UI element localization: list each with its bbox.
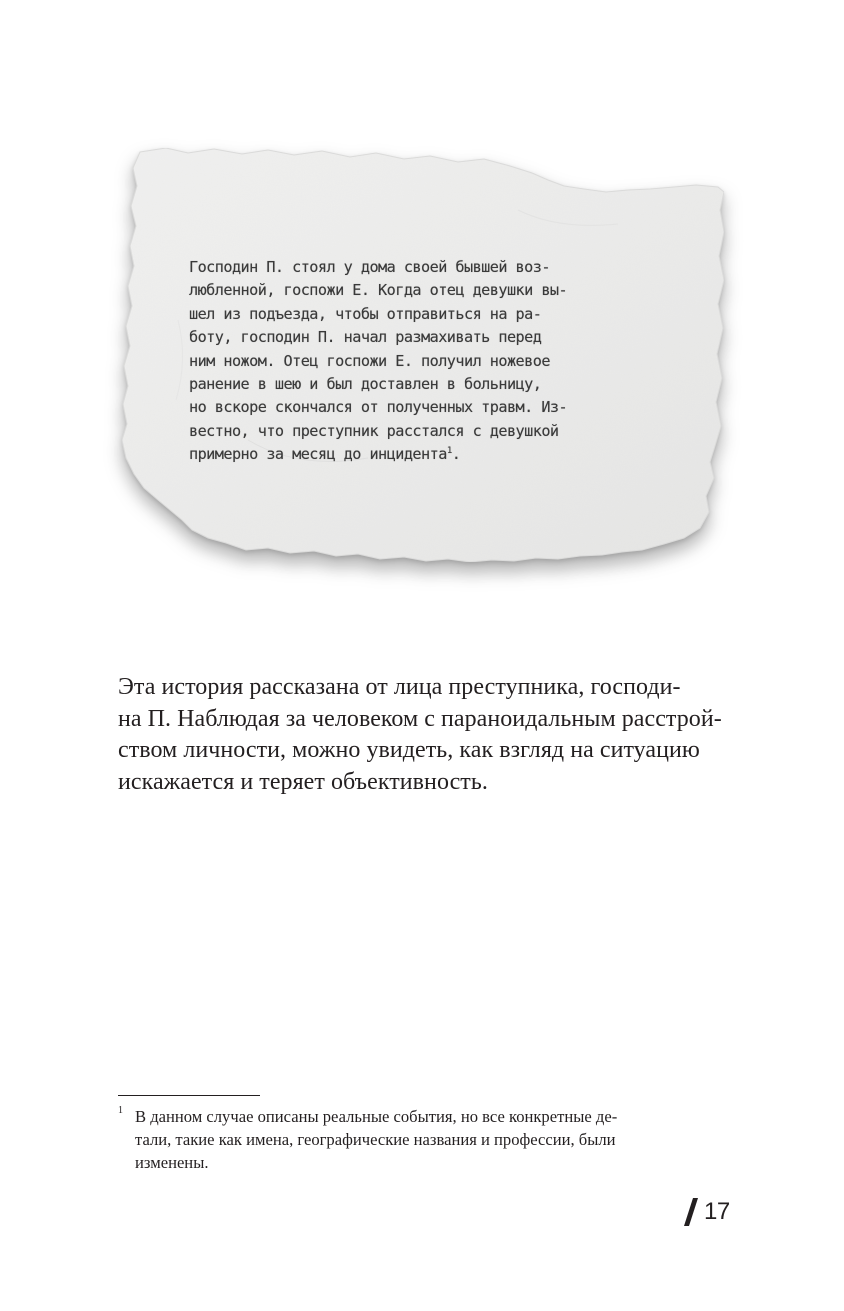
- excerpt-end-punctuation: .: [451, 445, 461, 464]
- body-line: на П. Наблюдая за человеком с параноидальным расстрой-: [118, 705, 722, 732]
- slash-icon: [683, 1197, 699, 1227]
- torn-paper-clipping: [118, 140, 732, 570]
- footnote-reference[interactable]: 1: [446, 446, 452, 457]
- excerpt-line: ним ножом. Отец госпожи Е. получил ножевое: [189, 351, 550, 370]
- body-line: Эта история рассказана от лица преступника, господи-: [118, 674, 681, 700]
- excerpt-line: но вскоре скончался от полученных травм. Из-: [189, 398, 568, 417]
- page-number-block: [683, 1194, 730, 1230]
- footnote-text: [135, 1106, 617, 1174]
- excerpt-line: шел из подъезда, чтобы отправиться на ра-: [189, 304, 542, 323]
- excerpt-line: боту, господин П. начал размахивать перед: [189, 328, 542, 347]
- excerpt-line: ранение в шею и был доставлен в больницу,: [189, 375, 542, 394]
- body-line: ством личности, можно увидеть, как взгляд на ситуацию: [118, 737, 700, 763]
- typewritten-excerpt: [189, 256, 657, 467]
- footnote-line: изменены.: [135, 1152, 209, 1172]
- excerpt-line: Господин П. стоял у дома своей бывшей воз-: [189, 258, 550, 276]
- excerpt-line: вестно, что преступник расстался с девушкой: [189, 421, 559, 440]
- footnote-line: В данном случае описаны реальные события, но все конкретные де-: [135, 1107, 618, 1126]
- excerpt-line: примерно за месяц до инцидента: [189, 445, 447, 464]
- excerpt-line: любленной, госпожи Е. Когда отец девушки вы-: [189, 281, 568, 300]
- page-number: 17: [704, 1198, 730, 1225]
- body-paragraph: [118, 672, 730, 798]
- footnote-marker: 1: [118, 1105, 123, 1116]
- footnote-separator: [118, 1095, 260, 1096]
- footnote-line: тали, такие как имена, географические названия и профессии, были: [135, 1129, 616, 1149]
- slash-mark: [683, 1197, 699, 1227]
- body-line: искажается и теряет объективность.: [118, 768, 488, 795]
